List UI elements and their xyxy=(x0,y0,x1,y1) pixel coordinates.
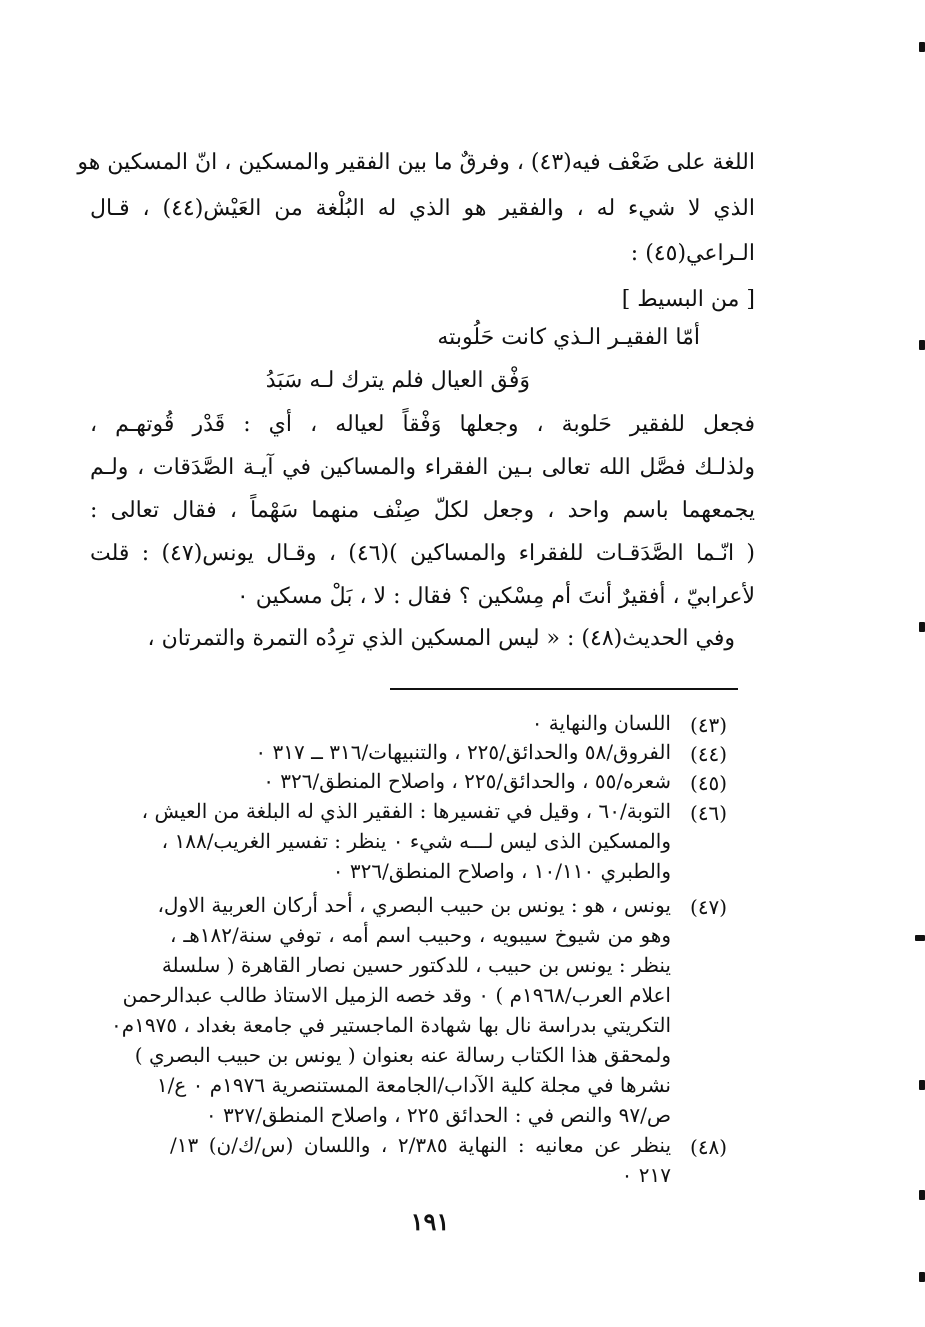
footnote-text: شعره/٥٥ ، والحدائق/٢٢٥ ، واصلاح المنطق/٣٢٦ ٠ xyxy=(263,769,671,793)
footnote-text: وهو من شيوخ سيبويه ، وحبيب اسم أمه ، توفي سنة/١٨٢هـ ، xyxy=(170,923,671,947)
footnote-number: (٤٦) xyxy=(690,801,728,825)
page-number: ١٩١ xyxy=(410,1207,450,1236)
verse-line: وَفْق العيال فلم يترك لـه سَبَدُ xyxy=(265,368,530,393)
binding-mark xyxy=(919,1080,925,1090)
footnote-text: اعلام العرب/١٩٦٨م ) ٠ وقد خصه الزميل الاستاذ طالب عبدالرحمن xyxy=(122,983,671,1007)
verse-line: أمّا الفقيـر الـذي كانت حَلُوبته xyxy=(437,325,700,350)
footnote-text: اللسان والنهاية ٠ xyxy=(531,711,671,735)
binding-mark xyxy=(919,622,925,632)
footnote-text: يونس ، هو : يونس بن حبيب البصري ، أحد أركان العربية الاول، xyxy=(157,893,671,917)
footnote-text: التكريتي بدراسة نال بها شهادة الماجستير في جامعة بغداد ، ١٩٧٥م٠ xyxy=(110,1013,671,1037)
footnote-text: الفروق/٥٨ والحدائق/٢٢٥ ، والتنبيهات/٣١٦ ــ ٣١٧ ٠ xyxy=(255,740,671,764)
body-line: يجمعهما باسم واحد ، وجعل لكلّ صِنْف منهما سَهْماً ، فقال تعالى : xyxy=(90,498,755,523)
body-line: ( انّـما الصَّدَقـات للفقراء والمساكين )(٤٦) ، وقـال يونس(٤٧) : قلت xyxy=(90,541,755,566)
body-line: لأعرابيّ ، أفقيرٌ أنتَ أم مِسْكين ؟ فقال : لا ، بَلْ مسكين ٠ xyxy=(236,584,755,609)
footnote-number: (٤٣) xyxy=(690,713,728,737)
footnote-text: ينظر عن معانيه : النهاية ٢/٣٨٥ ، واللسان (س/ك/ن) ١٣/ xyxy=(170,1133,672,1157)
footnote-text: ص/٩٧ والنص في : الحدائق ٢٢٥ ، واصلاح المنطق/٣٢٧ ٠ xyxy=(205,1103,671,1127)
binding-mark xyxy=(919,42,925,52)
body-line: اللغة على ضَعْف فيه(٤٣) ، وفرقٌ ما بين الفقير والمسكين ، انّ المسكين هو xyxy=(77,150,755,175)
binding-mark xyxy=(919,1272,925,1282)
body-line: وفي الحديث(٤٨) : « ليس المسكين الذي ترِدُه التمرة والتمرتان ، xyxy=(147,626,735,651)
footnote-text: التوبة/٦٠ ، وقيل في تفسيرها : الفقير الذي له البلغة من العيش ، xyxy=(141,799,671,823)
meter-label: [ من البسيط ] xyxy=(621,287,755,312)
footnote-number: (٤٥) xyxy=(690,771,728,795)
body-line: ولذلـك فصَّل الله تعالى بـين الفقراء والمساكين في آيـة الصَّدَقات ، ولـم xyxy=(90,455,755,480)
footnote-text: ينظر : يونس بن حبيب ، للدكتور حسين نصار القاهرة ( سلسلة xyxy=(161,953,671,977)
body-line: الذي لا شيء له ، والفقير هو الذي له البُلْغة من العَيْش(٤٤) ، قـال xyxy=(90,196,755,221)
footnote-number: (٤٤) xyxy=(690,742,728,766)
body-line: الـراعي(٤٥) : xyxy=(630,241,755,266)
footnote-separator xyxy=(390,688,738,690)
footnote-text: والمسكين الذى ليس لـــه شيء ٠ ينظر : تفسير الغريب/١٨٨ ، xyxy=(161,829,671,853)
footnote-number: (٤٧) xyxy=(690,895,728,919)
footnote-number: (٤٨) xyxy=(690,1135,728,1159)
footnote-text: والطبري ١٠/١١٠ ، واصلاح المنطق/٣٢٦ ٠ xyxy=(332,859,671,883)
footnote-text: نشرها في مجلة كلية الآداب/الجامعة المستنصرية ١٩٧٦م ٠ ع/١ xyxy=(156,1073,671,1097)
footnote-text: ٢١٧ ٠ xyxy=(621,1163,671,1187)
binding-mark xyxy=(919,1190,925,1200)
binding-mark xyxy=(919,340,925,350)
binding-mark xyxy=(915,935,925,941)
body-line: فجعل للفقير حَلوبة ، وجعلها وَفْقاً لعياله ، أي : قَدْر قُوتهـم ، xyxy=(90,412,755,437)
footnote-text: ولمحقق هذا الكتاب رسالة عنه بعنوان ( يونس بن حبيب البصري ) xyxy=(134,1043,671,1067)
